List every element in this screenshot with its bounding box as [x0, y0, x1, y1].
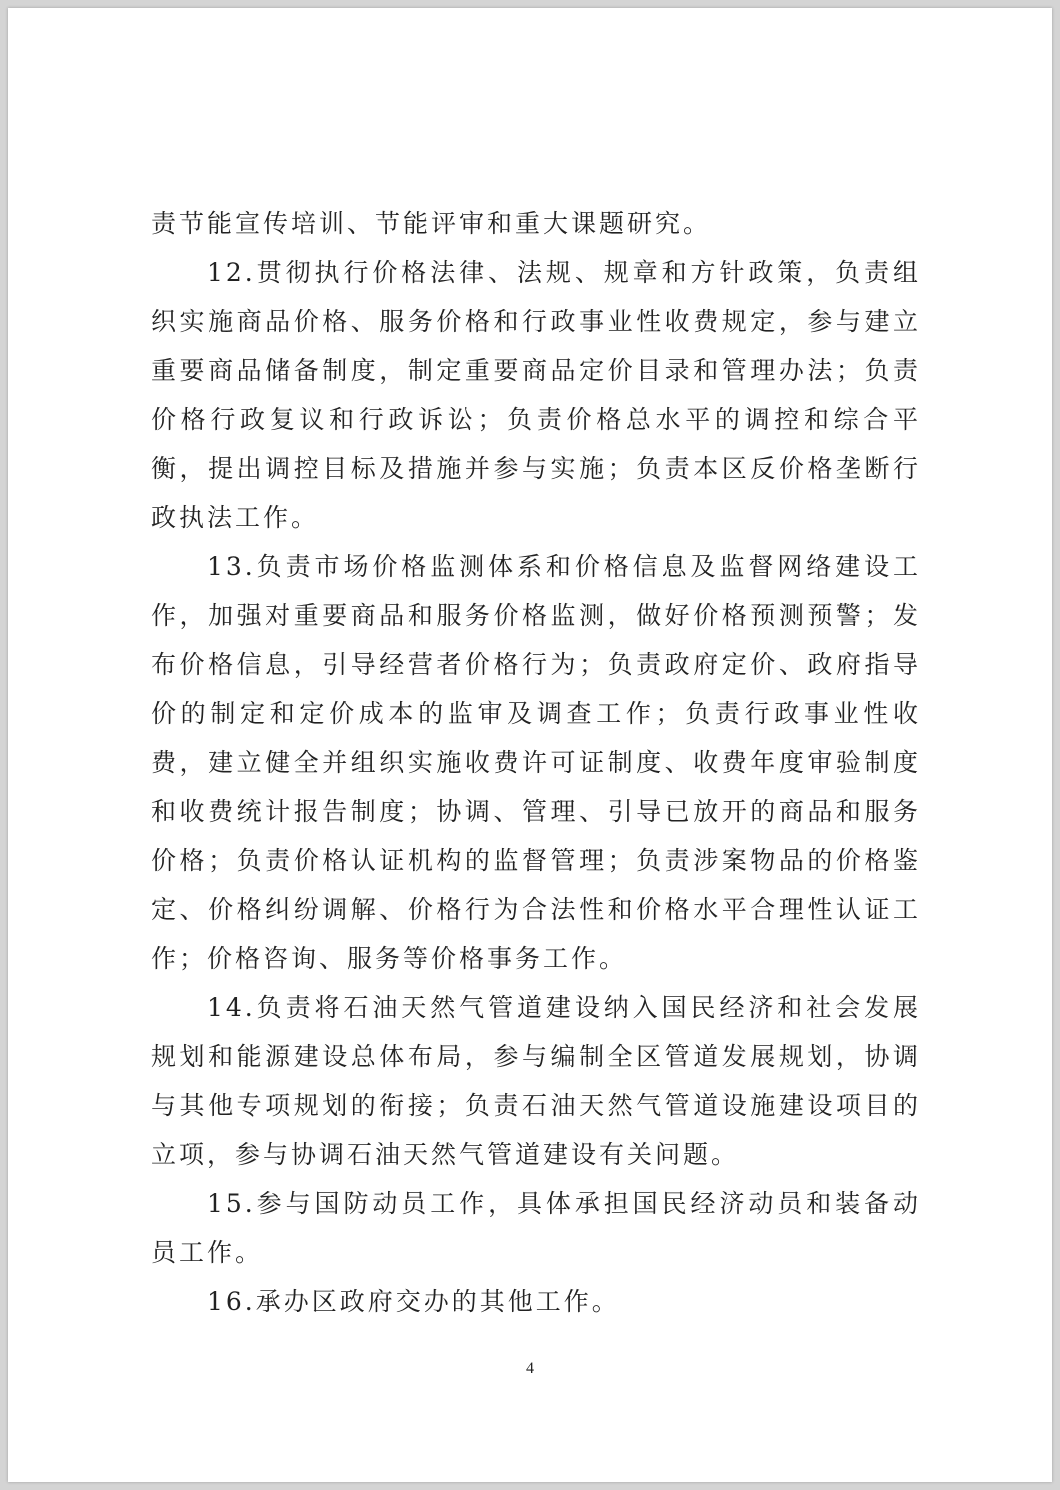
paragraph-item-13: 13.负责市场价格监测体系和价格信息及监督网络建设工作，加强对重要商品和服务价格监测，做好价格预测预警；发布价格信息，引导经营者价格行为；负责政府定价、政府指导价的制定和定价成本的监审及调查工作；负责行政事业性收费，建立健全并组织实施收费许可证制度、收费年度审验制度和收费统计报告制度；协调、管理、引导已放开的商品和服务价格；负责价格认证机构的监督管理；负责涉案物品的价格鉴定、价格纠纷调解、价格行为合法性和价格水平合理性认证工作；价格咨询、服务等价格事务工作。 [151, 552, 921, 973]
paragraph-item-15: 15.参与国防动员工作，具体承担国民经济动员和装备动员工作。 [151, 1189, 921, 1267]
paragraph-item-14: 14.负责将石油天然气管道建设纳入国民经济和社会发展规划和能源建设总体布局，参与编制全区管道发展规划，协调与其他专项规划的衔接；负责石油天然气管道设施建设项目的立项，参与协调石油天然气管道建设有关问题。 [151, 993, 921, 1169]
body-text [151, 199, 921, 1326]
paragraph-item-16: 16.承办区政府交办的其他工作。 [207, 1287, 620, 1316]
page-number: 4 [526, 1360, 534, 1377]
document-page [8, 8, 1052, 1482]
paragraph-item-12: 12.贯彻执行价格法律、法规、规章和方针政策，负责组织实施商品价格、服务价格和行政事业性收费规定，参与建立重要商品储备制度，制定重要商品定价目录和管理办法；负责价格行政复议和行政诉讼；负责价格总水平的调控和综合平衡，提出调控目标及措施并参与实施；负责本区反价格垄断行政执法工作。 [151, 258, 921, 532]
paragraph-continuation: 责节能宣传培训、节能评审和重大课题研究。 [151, 209, 712, 238]
